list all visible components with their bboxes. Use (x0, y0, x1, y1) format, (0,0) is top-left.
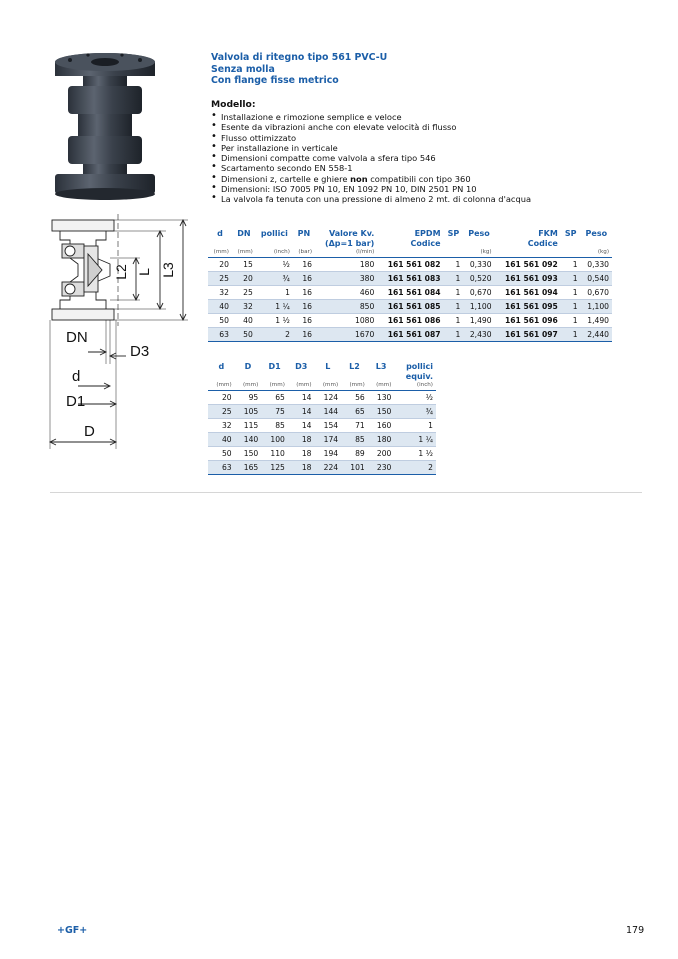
table-cell: 180 (368, 433, 395, 447)
feature-item (211, 174, 531, 184)
unit-cell: (inch) (394, 381, 436, 391)
table-cell: 850 (315, 300, 377, 314)
table-cell: ¾ (256, 272, 293, 286)
table-cell: 1 (561, 286, 581, 300)
table-cell: 180 (315, 258, 377, 272)
table-cell: 0,670 (581, 286, 612, 300)
table-cell: 1 (394, 419, 436, 433)
table-cell: 20 (208, 391, 235, 405)
col-header-text: pollici (406, 362, 433, 371)
table-cell: 1 ½ (394, 447, 436, 461)
table-cell: 25 (232, 286, 256, 300)
col-header-text: equiv. (405, 371, 433, 381)
table-cell: 1 (561, 272, 581, 286)
table-cell: 1 ¼ (256, 300, 293, 314)
table-cell: 15 (232, 258, 256, 272)
table-cell: 40 (208, 300, 232, 314)
table-cell: 20 (208, 258, 232, 272)
table-row (208, 461, 436, 475)
table-cell: 101 (341, 461, 368, 475)
table-cell: 460 (315, 286, 377, 300)
table-cell: 40 (232, 314, 256, 328)
dim-d3: D3 (130, 343, 150, 360)
col-header: d (217, 229, 223, 238)
table-cell: 32 (232, 300, 256, 314)
unit-cell: (mm) (368, 381, 395, 391)
unit-cell: (mm) (288, 381, 315, 391)
codes-table (208, 229, 612, 342)
table-cell: 56 (341, 391, 368, 405)
table-cell: 1 (444, 314, 464, 328)
table-cell: 161 561 086 (377, 314, 443, 328)
title-line: Senza molla (211, 63, 275, 75)
table-cell: 50 (232, 328, 256, 342)
col-header-text: Valore Kv. (328, 229, 375, 238)
col-header: L2 (349, 362, 360, 371)
table-cell: 1 ¼ (394, 433, 436, 447)
table-cell: 110 (261, 447, 288, 461)
table-cell: 16 (293, 314, 315, 328)
modello-heading: Modello: (211, 99, 256, 110)
col-header-text: EPDM (414, 229, 441, 238)
col-header: PN (297, 229, 311, 238)
table-cell: 25 (208, 405, 235, 419)
table-cell: 161 561 082 (377, 258, 443, 272)
table-cell: 161 561 087 (377, 328, 443, 342)
table-cell: 16 (293, 286, 315, 300)
table-cell: 16 (293, 258, 315, 272)
col-header: d (218, 362, 225, 371)
table-cell: 125 (261, 461, 288, 475)
table-cell: 0,520 (463, 272, 494, 286)
unit-cell (561, 248, 581, 258)
col-header: Peso (585, 229, 608, 238)
table-cell: 1 ½ (256, 314, 293, 328)
unit-cell (495, 248, 561, 258)
table-cell: 1,100 (581, 300, 612, 314)
table-cell: 65 (261, 391, 288, 405)
unit-cell (444, 248, 464, 258)
table-cell: 161 561 097 (495, 328, 561, 342)
table-cell: 2 (394, 461, 436, 475)
unit-cell (377, 248, 443, 258)
table-cell: 140 (235, 433, 262, 447)
col-header: D1 (268, 362, 281, 371)
feature-item: • Dimensioni compatte come valvola a sfera tipo 546 (211, 153, 531, 163)
table-cell: 40 (208, 433, 235, 447)
unit-cell: (mm) (341, 381, 368, 391)
table-cell: 85 (261, 419, 288, 433)
table-cell: 1,100 (463, 300, 494, 314)
valve-photo (50, 38, 160, 203)
table-cell: 1,490 (463, 314, 494, 328)
table-row (208, 391, 436, 405)
table-cell: 18 (288, 461, 315, 475)
table-cell: 25 (208, 272, 232, 286)
feature-item: • Installazione e rimozione semplice e veloce (211, 112, 531, 122)
table-cell: 18 (288, 433, 315, 447)
col-header-text: Codice (527, 238, 558, 248)
table-cell: 63 (208, 328, 232, 342)
table-cell: 14 (288, 419, 315, 433)
product-title (211, 52, 387, 87)
table-cell: 144 (315, 405, 342, 419)
table-cell: 161 561 084 (377, 286, 443, 300)
col-header: DN (237, 229, 251, 238)
table-row (208, 433, 436, 447)
dim-d-small: d (72, 368, 81, 385)
table-row (208, 300, 612, 314)
unit-cell: (mm) (208, 248, 232, 258)
unit-cell: (mm) (261, 381, 288, 391)
dim-l3: L3 (159, 262, 176, 278)
table-cell: ½ (256, 258, 293, 272)
table-cell: 0,330 (581, 258, 612, 272)
page-number: 179 (626, 925, 645, 936)
section-divider (50, 492, 642, 493)
col-header: Peso (468, 229, 490, 238)
table-cell: 0,540 (581, 272, 612, 286)
table-cell: 65 (341, 405, 368, 419)
table-row (208, 258, 612, 272)
feature-item: • Flusso ottimizzato (211, 133, 531, 143)
table-cell: 32 (208, 419, 235, 433)
col-header: pollici (260, 229, 288, 238)
table-cell: 115 (235, 419, 262, 433)
gf-logo: +GF+ (57, 925, 88, 936)
table-cell: 50 (208, 447, 235, 461)
table-row (208, 314, 612, 328)
table-cell: 95 (235, 391, 262, 405)
table-cell: ¾ (394, 405, 436, 419)
col-header: L3 (375, 362, 387, 371)
table-cell: 1,490 (581, 314, 612, 328)
col-header-text: Codice (410, 238, 441, 248)
table-cell: 1080 (315, 314, 377, 328)
table-cell: 161 561 092 (495, 258, 561, 272)
feature-item: • Esente da vibrazioni anche con elevate velocità di flusso (211, 122, 531, 132)
table-cell: 18 (288, 447, 315, 461)
table-cell: 50 (208, 314, 232, 328)
table-cell: 2,430 (463, 328, 494, 342)
table-cell: 85 (341, 433, 368, 447)
table-cell: 200 (368, 447, 395, 461)
table-cell: 165 (235, 461, 262, 475)
table-cell: 194 (315, 447, 342, 461)
table-cell: 100 (261, 433, 288, 447)
table-cell: 130 (368, 391, 395, 405)
col-header: D3 (295, 362, 308, 371)
dim-dn: DN (66, 329, 88, 346)
table-cell: 105 (235, 405, 262, 419)
feature-item: • Per installazione in verticale (211, 143, 531, 153)
table-row (208, 286, 612, 300)
feature-text: Dimensioni z, cartelle e ghiere (221, 173, 351, 184)
table-cell: 1 (561, 314, 581, 328)
table-cell: 150 (368, 405, 395, 419)
table-cell: 0,670 (463, 286, 494, 300)
table-cell: 14 (288, 391, 315, 405)
table-cell: 1 (444, 328, 464, 342)
table-cell: 161 561 085 (377, 300, 443, 314)
unit-cell: (mm) (235, 381, 262, 391)
table-cell: 1 (444, 272, 464, 286)
col-header (394, 362, 436, 381)
table-cell: 16 (293, 300, 315, 314)
table-cell: 1 (561, 300, 581, 314)
table-cell: 161 561 095 (495, 300, 561, 314)
table-cell: 32 (208, 286, 232, 300)
table-cell: 1 (561, 258, 581, 272)
table-cell: 1 (561, 328, 581, 342)
unit-cell: (mm) (208, 381, 235, 391)
table-cell: 20 (232, 272, 256, 286)
unit-cell: (l/min) (315, 248, 377, 258)
table-cell: 1 (256, 286, 293, 300)
table-row (208, 328, 612, 342)
col-header (495, 229, 561, 248)
table-cell: 71 (341, 419, 368, 433)
table-cell: 154 (315, 419, 342, 433)
table-row (208, 419, 436, 433)
table-cell: 89 (341, 447, 368, 461)
title-line: Con flange fisse metrico (211, 75, 339, 86)
table-row (208, 405, 436, 419)
table-cell: 1670 (315, 328, 377, 342)
table-cell: 124 (315, 391, 342, 405)
table-cell: 1 (444, 286, 464, 300)
table-cell: 2,440 (581, 328, 612, 342)
col-header-text: FKM (538, 229, 558, 238)
table-cell: 161 561 094 (495, 286, 561, 300)
table-cell: 161 561 083 (377, 272, 443, 286)
col-header (377, 229, 443, 248)
col-header: SP (447, 229, 460, 238)
table-cell: 0,330 (463, 258, 494, 272)
unit-cell: (bar) (293, 248, 315, 258)
table-cell: 380 (315, 272, 377, 286)
feature-text: compatibili con tipo 360 (367, 173, 471, 184)
dimensions-table (208, 362, 436, 475)
table-cell: 161 561 093 (495, 272, 561, 286)
feature-item: • La valvola fa tenuta con una pressione di almeno 2 mt. di colonna d'acqua (211, 194, 531, 204)
table-cell: 2 (256, 328, 293, 342)
dim-l2: L2 (112, 264, 129, 280)
table-cell: 14 (288, 405, 315, 419)
feature-item: • Scartamento secondo EN 558-1 (211, 163, 531, 173)
col-header: D (244, 362, 252, 371)
table-cell: 16 (293, 328, 315, 342)
unit-cell: (kg) (581, 248, 612, 258)
table-cell: 1 (444, 258, 464, 272)
table-cell: 174 (315, 433, 342, 447)
dim-d-big: D (84, 423, 95, 440)
table-cell: ½ (394, 391, 436, 405)
table-cell: 16 (293, 272, 315, 286)
table-row (208, 447, 436, 461)
dim-d1: D1 (66, 393, 86, 410)
col-header: SP (564, 229, 577, 238)
title-line: Valvola di ritegno tipo 561 PVC-U (211, 52, 388, 63)
col-header: L (325, 362, 331, 371)
table-cell: 160 (368, 419, 395, 433)
table-cell: 150 (235, 447, 262, 461)
feature-bold: non (350, 173, 368, 184)
unit-cell: (kg) (463, 248, 494, 258)
table-cell: 230 (368, 461, 395, 475)
unit-cell: (inch) (256, 248, 293, 258)
table-cell: 1 (444, 300, 464, 314)
table-row (208, 272, 612, 286)
feature-item: • Dimensioni: ISO 7005 PN 10, EN 1092 PN 10, DIN 2501 PN 10 (211, 184, 531, 194)
table-cell: 75 (261, 405, 288, 419)
dim-l: L (135, 268, 152, 276)
unit-cell: (mm) (315, 381, 342, 391)
col-header-text: (Δp=1 bar) (324, 238, 375, 248)
feature-list (211, 112, 531, 205)
unit-cell: (mm) (232, 248, 256, 258)
table-cell: 161 561 096 (495, 314, 561, 328)
table-cell: 224 (315, 461, 342, 475)
col-header (315, 229, 377, 248)
table-cell: 63 (208, 461, 235, 475)
